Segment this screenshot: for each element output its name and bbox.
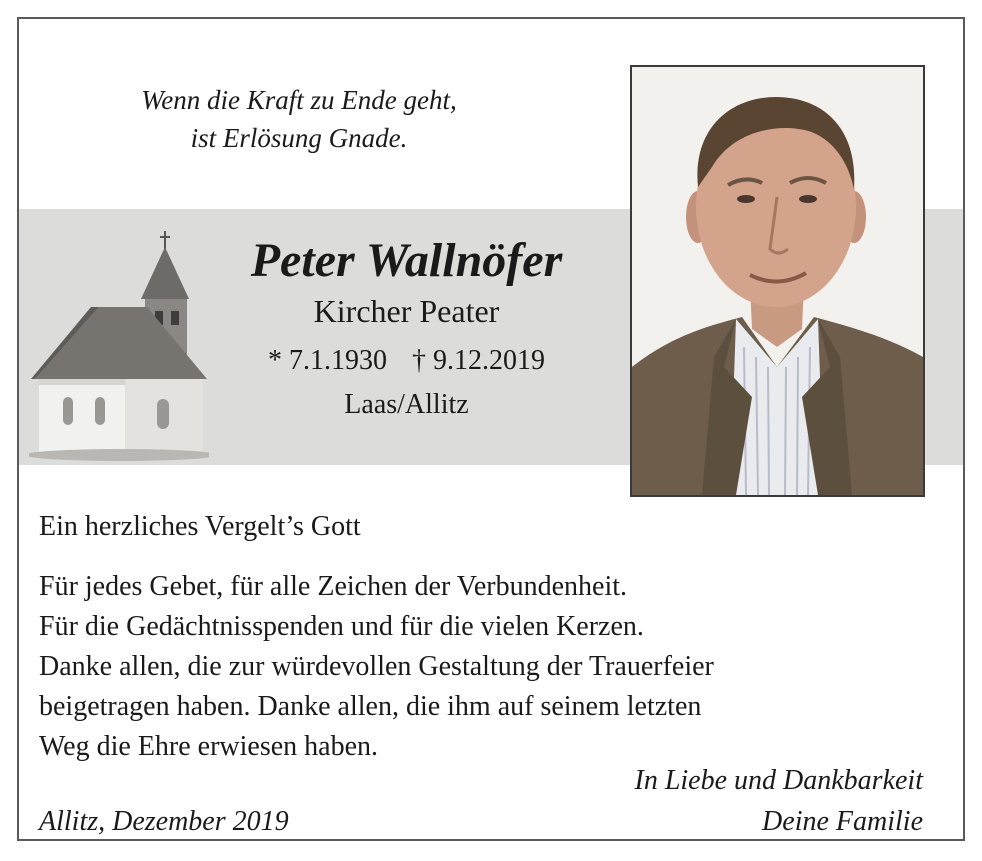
birth-date: * 7.1.1930 xyxy=(268,345,387,376)
thanks-heading: Ein herzliches Vergelt’s Gott xyxy=(39,511,361,542)
deceased-name: Peter Wallnöfer xyxy=(250,234,563,287)
deceased-nickname: Kircher Peater xyxy=(313,293,500,329)
thanks-line: Weg die Ehre erwiesen haben. xyxy=(39,731,379,762)
portrait-photo xyxy=(630,65,925,497)
closing-line-1: In Liebe und Dankbarkeit xyxy=(634,765,923,796)
motto-line-1: Wenn die Kraft zu Ende geht, xyxy=(141,85,457,115)
thanks-line: beigetragen haben. Danke allen, die ihm auf seinem letzten xyxy=(39,691,702,722)
motto xyxy=(79,81,519,157)
thanks-line: Danke allen, die zur würdevollen Gestaltung der Trauerfeier xyxy=(39,651,714,682)
thanks-line: Für die Gedächtnisspenden und für die vielen Kerzen. xyxy=(39,611,644,642)
dateline: Allitz, Dezember 2019 xyxy=(39,806,289,837)
obituary-card xyxy=(17,17,965,841)
closing-line-2: Deine Familie xyxy=(762,806,923,837)
motto-line-2: ist Erlösung Gnade. xyxy=(190,123,408,153)
hometown: Laas/Allitz xyxy=(344,389,469,420)
church-illustration xyxy=(29,229,209,461)
life-dates xyxy=(189,343,624,379)
thanks-line: Für jedes Gebet, für alle Zeichen der Verbundenheit. xyxy=(39,571,628,602)
death-date: † 9.12.2019 xyxy=(412,345,545,376)
closing-signature xyxy=(635,760,924,841)
thanks-body xyxy=(39,567,714,767)
